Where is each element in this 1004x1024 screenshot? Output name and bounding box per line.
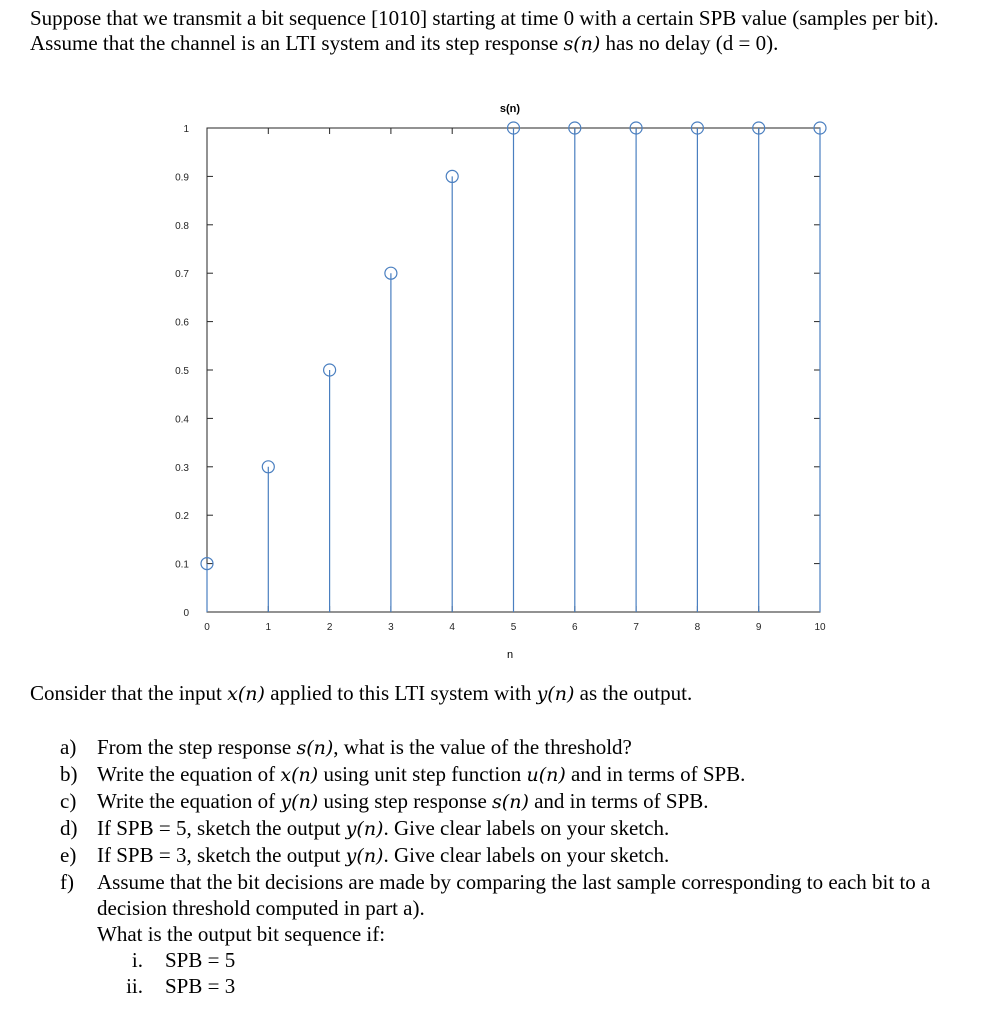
consider-mid: applied to this LTI system with <box>264 681 537 705</box>
intro-line-2 <box>30 31 980 57</box>
step-response-chart <box>150 96 850 672</box>
math-symbol: s(n) <box>296 737 334 759</box>
x-tick-label: 4 <box>449 622 455 633</box>
question-letter: a) <box>60 735 77 759</box>
question-text: using unit step function <box>318 762 527 786</box>
input-symbol: x(n) <box>227 683 265 705</box>
math-symbol: y(n) <box>280 791 319 813</box>
x-tick-label: 6 <box>572 622 578 633</box>
intro-line-2-pre: Assume that the channel is an LTI system and its step response <box>30 31 564 55</box>
question-e <box>60 842 980 869</box>
question-text: From the step response <box>97 735 297 759</box>
question-text: If SPB = 3, sketch the output <box>97 843 346 867</box>
x-tick-label: 5 <box>510 622 517 633</box>
math-symbol: y(n) <box>345 818 384 840</box>
step-response-symbol: s(n) <box>563 33 601 55</box>
question-text: Write the equation of <box>97 762 281 786</box>
y-tick-label: 0.7 <box>175 269 189 281</box>
math-symbol: u(n) <box>526 764 566 786</box>
y-tick-label: 0.9 <box>175 172 189 184</box>
sub-question-number: i. <box>131 948 143 972</box>
question-text: What is the output bit sequence if: <box>97 922 386 946</box>
sub-question-list <box>97 947 980 999</box>
question-text: and in terms of SPB. <box>565 762 746 786</box>
question-f <box>60 869 980 999</box>
y-tick-label: 0.3 <box>175 462 189 474</box>
question-text: . Give clear labels on your sketch. <box>383 843 670 867</box>
question-text: , what is the value of the threshold? <box>333 735 632 759</box>
intro-line-2-post: has no delay (d = 0). <box>600 31 779 55</box>
math-symbol: s(n) <box>492 791 529 813</box>
question-list <box>60 734 980 999</box>
question-letter: d) <box>60 816 78 840</box>
x-tick-label: 8 <box>694 622 701 633</box>
x-tick-label: 1 <box>265 622 272 633</box>
intro-line-1: Suppose that we transmit a bit sequence [1010] starting at time 0 with a certain SPB value (samples per bit). <box>30 6 939 30</box>
math-symbol: y(n) <box>345 845 384 867</box>
y-tick-label: 0.5 <box>175 366 189 377</box>
question-letter: b) <box>60 762 78 786</box>
x-tick-label: 9 <box>755 622 762 633</box>
output-symbol: y(n) <box>536 683 575 705</box>
y-tick-label: 0 <box>183 608 189 619</box>
sub-question-text: SPB = 3 <box>165 974 236 998</box>
math-symbol: x(n) <box>280 764 319 786</box>
question-text: and in terms of SPB. <box>528 789 709 813</box>
question-letter: e) <box>60 843 77 867</box>
question-text: Write the equation of <box>97 789 281 813</box>
x-tick-label: 10 <box>814 622 826 633</box>
consider-pre: Consider that the input <box>30 681 228 705</box>
problem-intro <box>30 6 980 57</box>
chart-title: s(n) <box>499 103 521 115</box>
y-tick-label: 0.4 <box>175 414 189 426</box>
sub-question-i <box>97 947 980 973</box>
y-tick-label: 0.2 <box>175 511 189 523</box>
x-tick-label: 0 <box>204 622 210 633</box>
y-tick-label: 0.1 <box>175 559 189 571</box>
x-axis-label: n <box>506 649 514 661</box>
question-text: using step response <box>318 789 493 813</box>
question-a <box>60 734 980 761</box>
consider-post: as the output. <box>574 681 693 705</box>
question-text: . Give clear labels on your sketch. <box>383 816 670 840</box>
y-tick-label: 0.8 <box>175 220 189 232</box>
x-tick-label: 2 <box>326 622 333 633</box>
question-text: If SPB = 5, sketch the output <box>97 816 346 840</box>
question-c <box>60 788 980 815</box>
sub-question-number: ii. <box>126 974 143 998</box>
consider-statement <box>30 681 692 707</box>
question-letter: f) <box>60 870 74 894</box>
sub-question-text: SPB = 5 <box>165 948 236 972</box>
y-tick-label: 0.6 <box>175 317 189 329</box>
question-letter: c) <box>60 789 77 813</box>
question-text: Assume that the bit decisions are made by comparing the last sample corresponding to each bit to a decision threshold computed in part a). <box>97 870 931 920</box>
question-d <box>60 815 980 842</box>
sub-question-ii <box>97 973 980 999</box>
x-tick-label: 7 <box>633 622 639 633</box>
y-tick-label: 1 <box>183 124 189 135</box>
question-b <box>60 761 980 788</box>
x-tick-label: 3 <box>388 622 394 633</box>
